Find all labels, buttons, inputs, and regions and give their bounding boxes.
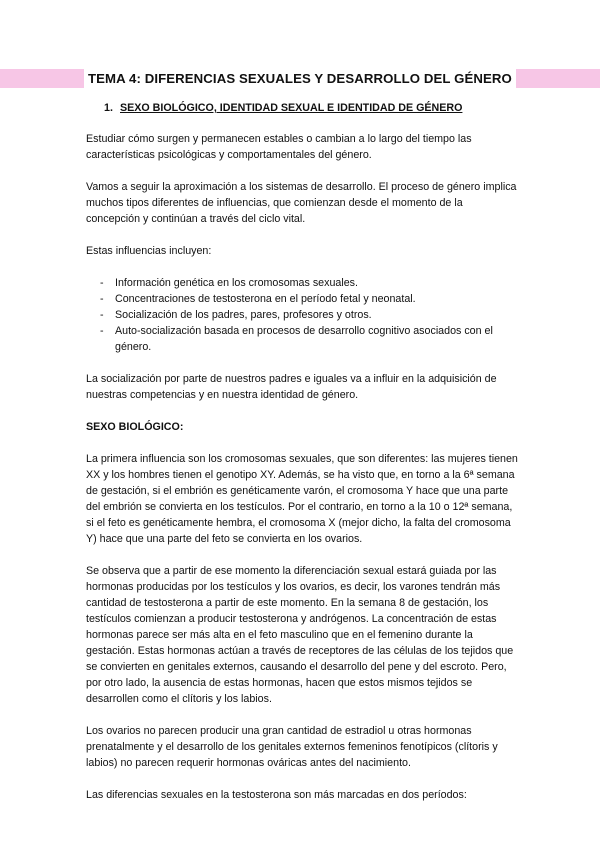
paragraph: Vamos a seguir la aproximación a los sistemas de desarrollo. El proceso de género implica muchos tipos diferentes de influencias, que comienzan desde el momento de la concepción y continúan a través del ciclo vital. (86, 181, 517, 225)
list-item-text: Concentraciones de testosterona en el período fetal y neonatal. (115, 293, 416, 305)
list-item (86, 275, 518, 291)
bullet-dash: - (100, 325, 104, 337)
document-body (86, 131, 518, 819)
list-item-text: Información genética en los cromosomas sexuales. (115, 277, 358, 289)
section-heading-text: SEXO BIOLÓGICO, IDENTIDAD SEXUAL E IDENTIDAD DE GÉNERO (120, 102, 463, 114)
document-title: TEMA 4: DIFERENCIAS SEXUALES Y DESARROLLO DEL GÉNERO (88, 71, 512, 86)
list-item-text: Socialización de los padres, pares, profesores y otros. (115, 309, 372, 321)
bullet-dash: - (100, 309, 104, 321)
paragraph: La socialización por parte de nuestros padres e iguales va a influir en la adquisición de nuestras competencias y en nuestra identidad de género. (86, 373, 497, 401)
subheading: SEXO BIOLÓGICO: (86, 421, 184, 433)
paragraph: Estas influencias incluyen: (86, 245, 212, 257)
paragraph: Las diferencias sexuales en la testosterona son más marcadas en dos períodos: (86, 789, 467, 801)
list-item (86, 291, 518, 307)
bullet-dash: - (100, 277, 104, 289)
paragraph: La primera influencia son los cromosomas sexuales, que son diferentes: las mujeres tienen XX y los hombres tienen el genotipo XY. Además, se ha visto que, en torno a la 6ª semana de gestación, si el embrión es genéticamente varón, el cromosoma Y hace que una parte del embrión se convierta en los testículos. Por el contrario, en torno a la 10 o 12ª semana, si el feto es genéticamente hembra, el cromosoma X (mejor dicho, la falta del cromosoma Y) hace que una parte del feto se convierta en los ovarios. (86, 453, 518, 545)
paragraph: Los ovarios no parecen producir una gran cantidad de estradiol u otras hormonas prenatalmente y el desarrollo de los genitales externos femeninos fenotípicos (clítoris y labios) no parecen requerir hormonas ováricas antes del nacimiento. (86, 725, 498, 769)
section-heading (104, 102, 462, 114)
influences-list (86, 275, 518, 355)
paragraph: Estudiar cómo surgen y permanecen estables o cambian a lo largo del tiempo las características psicológicas y comportamentales del género. (86, 133, 472, 161)
list-item-text: Auto-socialización basada en procesos de desarrollo cognitivo asociados con el género. (115, 325, 493, 353)
list-item (86, 323, 518, 355)
section-number: 1. (104, 102, 113, 114)
bullet-dash: - (100, 293, 104, 305)
paragraph: Se observa que a partir de ese momento la diferenciación sexual estará guiada por las hormonas producidas por los testículos y los ovarios, es decir, los varones tendrán más cantidad de testosterona a partir de este momento. En la semana 8 de gestación, los testículos comienzan a producir testosterona y andrógenos. La concentración de estas hormonas parece ser más alta en el feto masculino que en el femenino durante la gestación. Estas hormonas actúan a través de receptores de las células de los tejidos que se convierten en genitales externos, causando el desarrollo del pene y del escroto. Pero, por otro lado, la ausencia de estas hormonas, hacen que estos mismos tejidos se desarrollen como el clítoris y los labios. (86, 565, 514, 705)
list-item (86, 307, 518, 323)
